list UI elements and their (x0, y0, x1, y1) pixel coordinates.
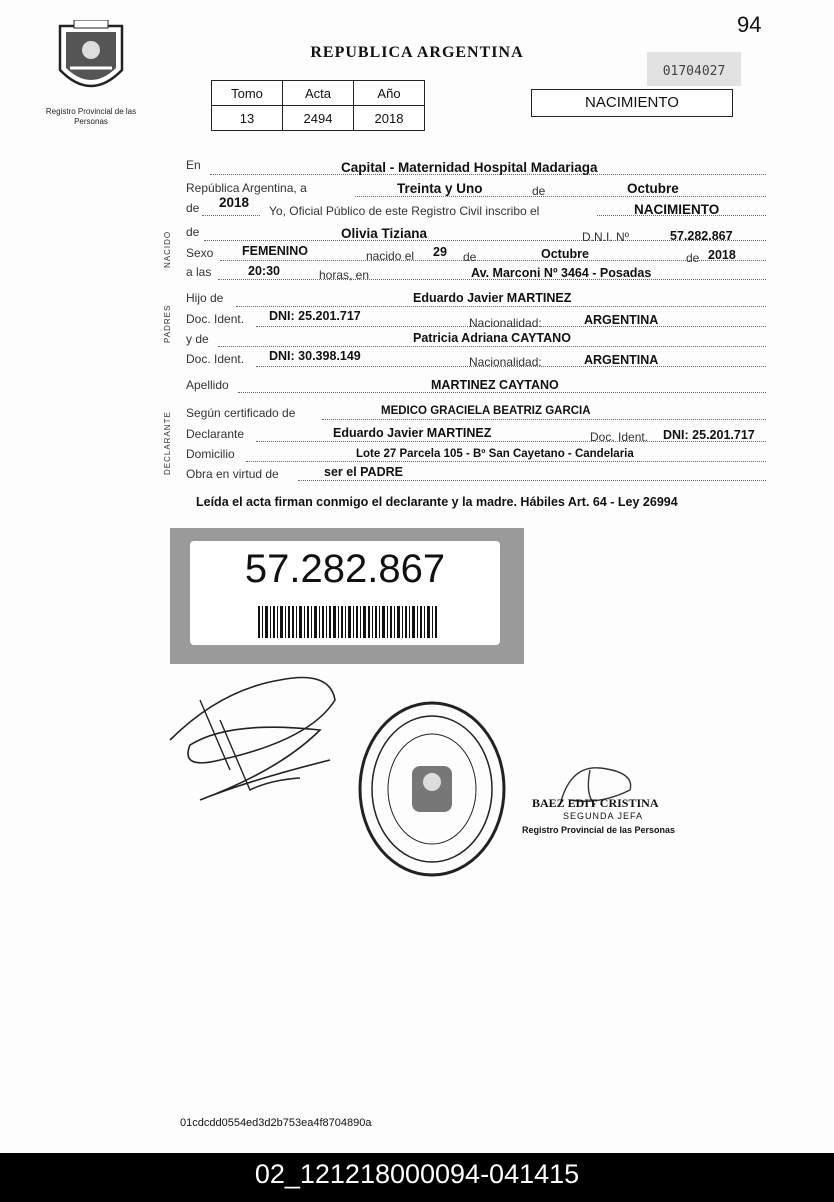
sticker-dni-number: 57.282.867 (244, 547, 446, 591)
republica-label: República Argentina, a (186, 181, 307, 195)
place-value: Capital - Maternidad Hospital Madariaga (341, 160, 598, 175)
tomo-value: 13 (212, 106, 283, 131)
dotted-line (298, 480, 766, 481)
month-text-value: Octubre (627, 181, 679, 196)
anio-value: 2018 (354, 106, 425, 131)
father-value: Eduardo Javier MARTINEZ (413, 291, 572, 305)
officer-role: SEGUNDA JEFA (563, 811, 644, 821)
father-nationality-value: ARGENTINA (584, 313, 659, 327)
dni-label: D.N.I. Nº (582, 230, 630, 244)
de-label: de (186, 201, 200, 215)
officer-name: BAEZ EDIT CRISTINA (532, 796, 659, 810)
officer-organization: Registro Provincial de las Personas (522, 825, 676, 835)
de-label: de (686, 251, 700, 265)
dotted-line (322, 419, 766, 420)
section-label-padres: PADRES (163, 304, 172, 343)
declarant-value: Eduardo Javier MARTINEZ (333, 426, 492, 440)
page-number: 94 (737, 12, 762, 37)
doc-label: Doc. Ident. (186, 352, 245, 366)
dotted-line (355, 196, 766, 197)
dotted-line (218, 346, 766, 347)
document-title: REPUBLICA ARGENTINA (310, 44, 524, 61)
inscription-label: Yo, Oficial Público de este Registro Civil inscribo el (269, 204, 540, 218)
name-value: Olivia Tiziana (341, 226, 428, 241)
en-label: En (186, 158, 201, 172)
apellido-label: Apellido (186, 378, 229, 392)
dotted-line (220, 260, 766, 261)
logo-caption: Registro Provincial de las Personas (45, 107, 137, 126)
sexo-label: Sexo (186, 246, 214, 260)
nacionalidad-label: Nacionalidad: (469, 316, 542, 330)
register-table (211, 80, 425, 131)
declarant-doc-value: DNI: 25.201.717 (663, 428, 755, 442)
dotted-line (236, 306, 766, 307)
mother-nationality-value: ARGENTINA (584, 353, 659, 367)
footer-id: 02_121218000094-041415 (254, 1159, 580, 1189)
section-label-declarante: DECLARANTE (163, 411, 172, 475)
de-label: de (463, 250, 477, 264)
birth-month-value: Octubre (541, 247, 589, 261)
acta-value: 2494 (283, 106, 354, 131)
time-value: 20:30 (248, 264, 280, 278)
mother-value: Patricia Adriana CAYTANO (413, 331, 571, 345)
closing-statement: Leída el acta firman conmigo el declarante y la madre. Hábiles Art. 64 - Ley 26994 (196, 495, 678, 509)
domicile-value: Lote 27 Parcela 105 - Bº San Cayetano - Candelaria (356, 448, 634, 460)
hijo-label: Hijo de (186, 291, 224, 305)
domicilio-label: Domicilio (186, 447, 235, 461)
anio-header: Año (354, 81, 425, 106)
yde-label: y de (186, 332, 209, 346)
dni-value: 57.282.867 (670, 229, 733, 243)
address-value: Av. Marconi Nº 3464 - Posadas (471, 266, 652, 280)
official-seal (356, 698, 508, 880)
surname-value: MARTINEZ CAYTANO (431, 378, 559, 392)
document-hash: 01cdcdd0554ed3d2b753ea4f8704890a (180, 1117, 372, 1129)
mother-doc-value: DNI: 30.398.149 (269, 349, 361, 363)
nacido-label: nacido el (366, 249, 415, 263)
horas-label: horas, en (319, 268, 370, 282)
segun-label: Según certificado de (186, 406, 296, 420)
record-type-box: NACIMIENTO (531, 89, 733, 117)
birth-year-value: 2018 (708, 248, 736, 262)
event-value: NACIMIENTO (634, 202, 720, 217)
sexo-value: FEMENINO (242, 244, 308, 258)
capacity-value: ser el PADRE (324, 465, 403, 479)
section-label-nacido: NACIDO (163, 230, 172, 268)
declarante-label: Declarante (186, 427, 245, 441)
dotted-line (202, 215, 260, 216)
day-text-value: Treinta y Uno (397, 181, 483, 196)
dotted-line (246, 461, 766, 462)
a-las-label: a las (186, 265, 212, 279)
nacionalidad-label: Nacionalidad: (469, 355, 542, 369)
serial-number: 01704027 (647, 52, 741, 86)
father-doc-value: DNI: 25.201.717 (269, 309, 361, 323)
dotted-line (238, 392, 766, 393)
doc-label: Doc. Ident. (590, 430, 649, 444)
year-text-value: 2018 (219, 195, 250, 210)
doc-label: Doc. Ident. (186, 312, 245, 326)
birth-day-value: 29 (433, 245, 447, 259)
barcode (258, 606, 438, 638)
tomo-header: Tomo (212, 81, 283, 106)
de-label: de (532, 184, 546, 198)
obra-label: Obra en virtud de (186, 467, 279, 481)
certifier-value: MEDICO GRACIELA BEATRIZ GARCIA (381, 405, 591, 417)
de-label: de (186, 225, 200, 239)
declarant-signature (160, 660, 360, 810)
acta-header: Acta (283, 81, 354, 106)
